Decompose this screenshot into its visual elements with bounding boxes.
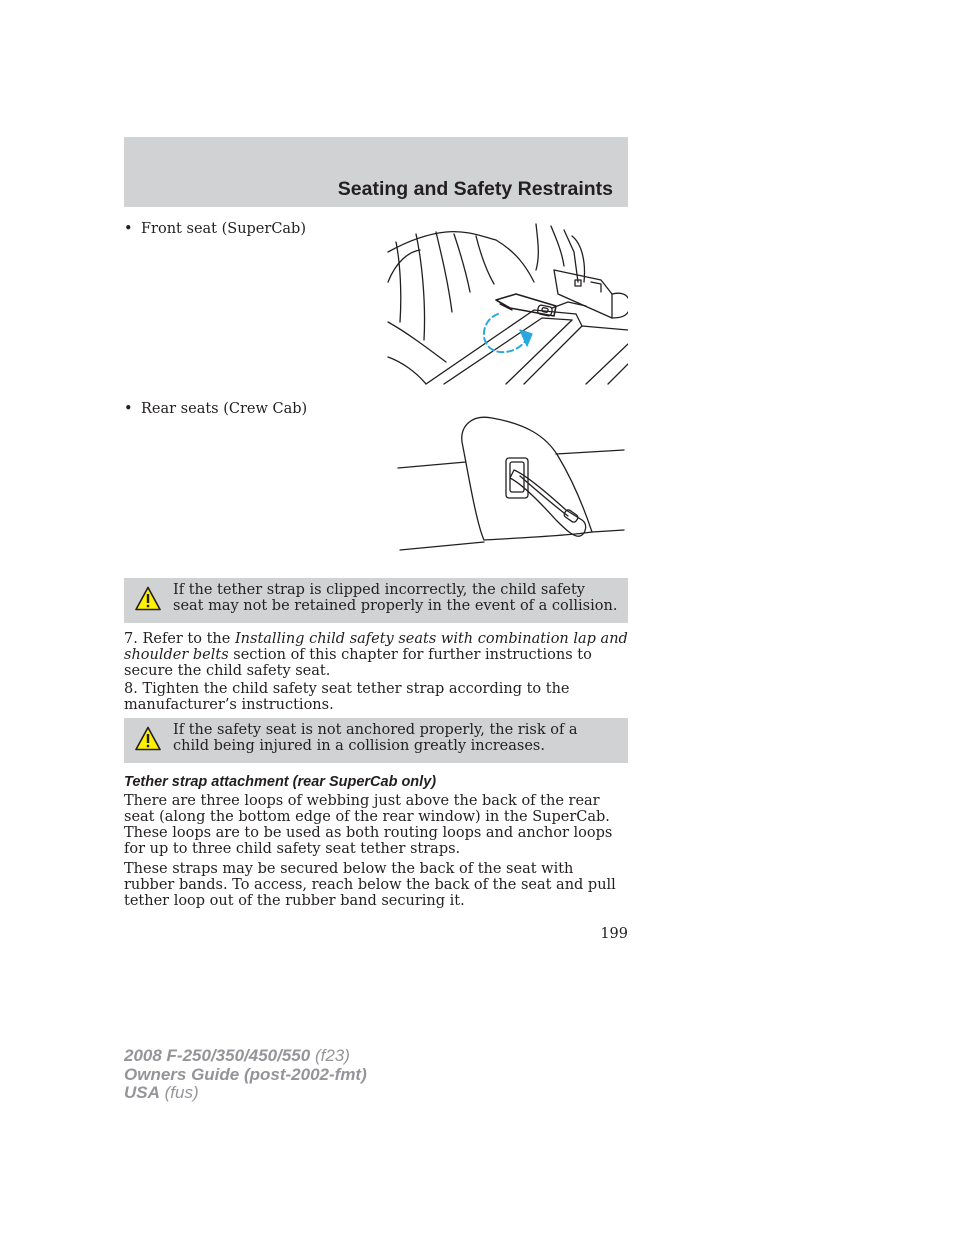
body-paragraph: These straps may be secured below the back of the seat with rubber bands. To access, reach below the back of the seat and pull tether loop out of the rubber band securing it. xyxy=(124,861,616,909)
bullet-rear-seats xyxy=(124,401,307,417)
footer-market: USA xyxy=(124,1083,160,1102)
section-title: Seating and Safety Restraints xyxy=(337,178,613,200)
warning-text: If the safety seat is not anchored properly, the risk of a child being injured in a collision greatly increases. xyxy=(173,722,578,754)
document-footer xyxy=(124,1047,367,1103)
bullet-front-seat xyxy=(124,221,306,237)
warning-box xyxy=(124,578,628,623)
warning-text: If the tether strap is clipped incorrectly, the child safety seat may not be retained properly in the event of a collision. xyxy=(173,582,618,614)
footer-model-code: (f23) xyxy=(310,1046,350,1065)
front-seat-tether-illustration xyxy=(386,222,628,386)
page-number: 199 xyxy=(600,926,628,942)
footer-line-market xyxy=(124,1084,367,1103)
body-paragraph: There are three loops of webbing just above the back of the rear seat (along the bottom edge of the rear window) in the SuperCab. These loops are to be used as both routing loops and anchor loops for up to three child safety seat tether straps. xyxy=(124,793,613,857)
footer-market-code: (fus) xyxy=(159,1083,199,1102)
bullet-label: Rear seats (Crew Cab) xyxy=(141,401,308,417)
step-7-prefix: 7. Refer to the xyxy=(124,631,235,647)
step-7-section-reference: Installing child safety seats with combination lap and shoulder belts xyxy=(124,631,628,663)
footer-line-guide xyxy=(124,1066,367,1085)
footer-guide: Owners Guide (post-2002-fmt) xyxy=(124,1064,367,1084)
bullet-symbol: • xyxy=(124,221,133,237)
warning-triangle-icon xyxy=(135,586,161,611)
bullet-label: Front seat (SuperCab) xyxy=(141,221,307,237)
rear-seat-tether-illustration xyxy=(396,412,628,554)
warning-triangle-icon xyxy=(135,726,161,751)
step-7-suffix: section of this chapter for further instructions to secure the child safety seat. xyxy=(124,647,592,679)
subheading: Tether strap attachment (rear SuperCab only) xyxy=(124,774,437,790)
footer-line-model xyxy=(124,1047,367,1066)
step-7-paragraph xyxy=(124,631,628,679)
footer-model: 2008 F-250/350/450/550 xyxy=(124,1046,311,1065)
section-header-band xyxy=(124,137,628,207)
step-8-paragraph: 8. Tighten the child safety seat tether strap according to the manufacturer’s instructions. xyxy=(124,681,570,713)
bullet-symbol: • xyxy=(124,401,133,417)
warning-box xyxy=(124,718,628,763)
